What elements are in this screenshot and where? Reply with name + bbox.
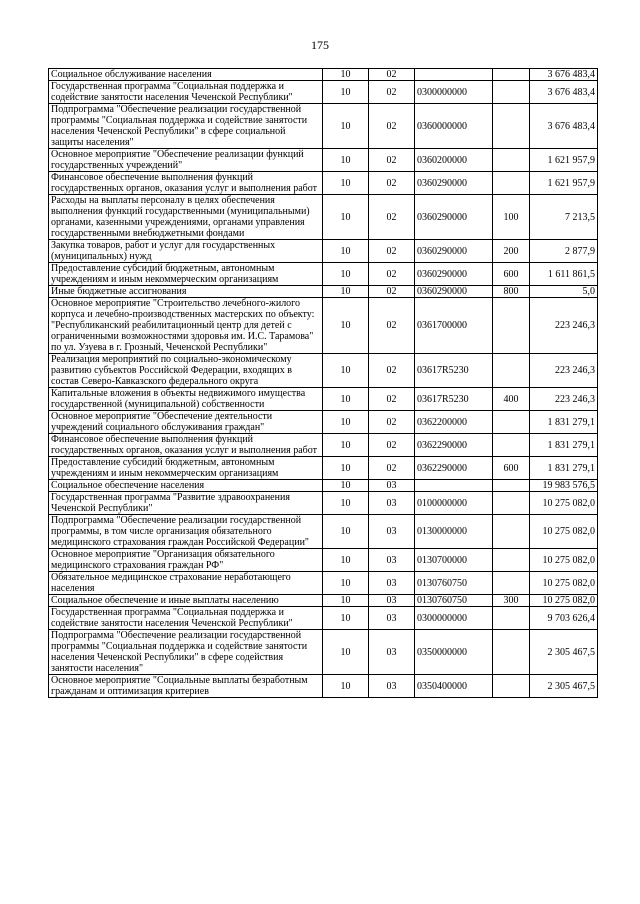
amount-cell: 2 877,9 <box>530 240 598 263</box>
subsection-code-cell: 02 <box>369 434 415 457</box>
item-name-cell: Обязательное медицинское страхование неработающего населения <box>49 572 323 595</box>
amount-cell: 1 831 279,1 <box>530 457 598 480</box>
expense-type-code-cell: 100 <box>493 195 530 240</box>
page-number: 175 <box>311 38 329 52</box>
table-row <box>49 69 598 81</box>
amount-cell: 1 621 957,9 <box>530 149 598 172</box>
expense-type-code-cell <box>493 607 530 630</box>
expense-type-code-cell <box>493 515 530 549</box>
item-name-cell: Расходы на выплаты персоналу в целях обеспечения выполнения функций государственными (муниципальными) органами, казенными учреждениями, органами управления государственными внебюджетными фондами <box>49 195 323 240</box>
target-article-code-cell: 0350400000 <box>415 675 493 698</box>
table-row <box>49 298 598 354</box>
table-row <box>49 286 598 298</box>
subsection-code-cell: 03 <box>369 515 415 549</box>
item-name-cell: Государственная программа "Социальная поддержка и содействие занятости населения Чеченской Республики" <box>49 81 323 104</box>
subsection-code-cell: 03 <box>369 630 415 675</box>
section-code-cell: 10 <box>323 480 369 492</box>
table-row <box>49 172 598 195</box>
subsection-code-cell: 02 <box>369 263 415 286</box>
item-name-cell: Государственная программа "Социальная поддержка и содействие занятости населения Чеченской Республики" <box>49 607 323 630</box>
subsection-code-cell: 02 <box>369 388 415 411</box>
target-article-code-cell: 0350000000 <box>415 630 493 675</box>
subsection-code-cell: 02 <box>369 354 415 388</box>
section-code-cell: 10 <box>323 69 369 81</box>
amount-cell: 1 831 279,1 <box>530 434 598 457</box>
item-name-cell: Основное мероприятие "Организация обязательного медицинского страхования граждан РФ" <box>49 549 323 572</box>
item-name-cell: Основное мероприятие "Обеспечение реализации функций государственных учреждений" <box>49 149 323 172</box>
table-row <box>49 572 598 595</box>
section-code-cell: 10 <box>323 286 369 298</box>
expense-type-code-cell: 300 <box>493 595 530 607</box>
item-name-cell: Основное мероприятие "Социальные выплаты безработным гражданам и оптимизация критериев <box>49 675 323 698</box>
item-name-cell: Реализация мероприятий по социально-экономическому развитию субъектов Российской Федерации, входящих в состав Северо-Кавказского федерального округа <box>49 354 323 388</box>
target-article-code-cell: 0361700000 <box>415 298 493 354</box>
target-article-code-cell: 0300000000 <box>415 607 493 630</box>
subsection-code-cell: 03 <box>369 480 415 492</box>
expense-type-code-cell: 600 <box>493 457 530 480</box>
budget-table <box>48 68 598 698</box>
subsection-code-cell: 02 <box>369 149 415 172</box>
item-name-cell: Социальное обслуживание населения <box>49 69 323 81</box>
subsection-code-cell: 02 <box>369 286 415 298</box>
table-row <box>49 240 598 263</box>
target-article-code-cell: 0360200000 <box>415 149 493 172</box>
budget-table-body <box>49 69 598 698</box>
item-name-cell: Капитальные вложения в объекты недвижимого имущества государственной (муниципальной) собственности <box>49 388 323 411</box>
expense-type-code-cell <box>493 411 530 434</box>
target-article-code-cell: 0100000000 <box>415 492 493 515</box>
target-article-code-cell: 03617R5230 <box>415 354 493 388</box>
amount-cell: 2 305 467,5 <box>530 630 598 675</box>
amount-cell: 223 246,3 <box>530 354 598 388</box>
subsection-code-cell: 03 <box>369 549 415 572</box>
expense-type-code-cell <box>493 630 530 675</box>
expense-type-code-cell <box>493 549 530 572</box>
table-row <box>49 492 598 515</box>
expense-type-code-cell: 400 <box>493 388 530 411</box>
amount-cell: 2 305 467,5 <box>530 675 598 698</box>
section-code-cell: 10 <box>323 104 369 149</box>
table-row <box>49 354 598 388</box>
amount-cell: 3 676 483,4 <box>530 104 598 149</box>
amount-cell: 10 275 082,0 <box>530 515 598 549</box>
table-row <box>49 515 598 549</box>
target-article-code-cell: 0130000000 <box>415 515 493 549</box>
expense-type-code-cell <box>493 298 530 354</box>
item-name-cell: Основное мероприятие "Обеспечение деятельности учреждений социального обслуживания граждан" <box>49 411 323 434</box>
amount-cell: 5,0 <box>530 286 598 298</box>
amount-cell: 223 246,3 <box>530 388 598 411</box>
section-code-cell: 10 <box>323 630 369 675</box>
subsection-code-cell: 02 <box>369 411 415 434</box>
section-code-cell: 10 <box>323 492 369 515</box>
section-code-cell: 10 <box>323 195 369 240</box>
amount-cell: 3 676 483,4 <box>530 69 598 81</box>
section-code-cell: 10 <box>323 81 369 104</box>
amount-cell: 223 246,3 <box>530 298 598 354</box>
target-article-code-cell: 0362200000 <box>415 411 493 434</box>
item-name-cell: Финансовое обеспечение выполнения функций государственных органов, оказания услуг и выполнения работ <box>49 172 323 195</box>
subsection-code-cell: 03 <box>369 675 415 698</box>
table-row <box>49 630 598 675</box>
expense-type-code-cell <box>493 81 530 104</box>
section-code-cell: 10 <box>323 675 369 698</box>
item-name-cell: Социальное обеспечение населения <box>49 480 323 492</box>
target-article-code-cell: 0360290000 <box>415 240 493 263</box>
expense-type-code-cell: 200 <box>493 240 530 263</box>
target-article-code-cell: 0300000000 <box>415 81 493 104</box>
section-code-cell: 10 <box>323 515 369 549</box>
table-row <box>49 549 598 572</box>
table-row <box>49 388 598 411</box>
table-row <box>49 149 598 172</box>
target-article-code-cell: 0130760750 <box>415 595 493 607</box>
item-name-cell: Социальное обеспечение и иные выплаты населению <box>49 595 323 607</box>
subsection-code-cell: 02 <box>369 104 415 149</box>
section-code-cell: 10 <box>323 298 369 354</box>
table-row <box>49 411 598 434</box>
target-article-code-cell: 0360290000 <box>415 172 493 195</box>
table-row <box>49 81 598 104</box>
item-name-cell: Подпрограмма "Обеспечение реализации государственной программы "Социальная поддержка и содействие занятости населения Чеченской Республики" в сфере социальной защиты населения" <box>49 104 323 149</box>
target-article-code-cell: 0362290000 <box>415 434 493 457</box>
subsection-code-cell: 02 <box>369 81 415 104</box>
target-article-code-cell <box>415 69 493 81</box>
table-row <box>49 480 598 492</box>
expense-type-code-cell: 800 <box>493 286 530 298</box>
section-code-cell: 10 <box>323 263 369 286</box>
amount-cell: 1 621 957,9 <box>530 172 598 195</box>
target-article-code-cell: 0130700000 <box>415 549 493 572</box>
section-code-cell: 10 <box>323 607 369 630</box>
expense-type-code-cell: 600 <box>493 263 530 286</box>
subsection-code-cell: 03 <box>369 607 415 630</box>
table-row <box>49 434 598 457</box>
expense-type-code-cell <box>493 172 530 195</box>
section-code-cell: 10 <box>323 172 369 195</box>
table-row <box>49 104 598 149</box>
item-name-cell: Основное мероприятие "Строительство лечебного-жилого корпуса и лечебно-производственных мастерских по объекту: "Республиканский реабилитационный центр для детей с ограниченными возможностями здоровья им. И.С. Тарамова" по ул. Узуева в г. Грозный, Чеченской Республики" <box>49 298 323 354</box>
item-name-cell: Государственная программа "Развитие здравоохранения Чеченской Республики" <box>49 492 323 515</box>
section-code-cell: 10 <box>323 149 369 172</box>
item-name-cell: Предоставление субсидий бюджетным, автономным учреждениям и иным некоммерческим организациям <box>49 263 323 286</box>
item-name-cell: Подпрограмма "Обеспечение реализации государственной программы, в том числе организация обязательного медицинского страхования граждан Российской Федерации" <box>49 515 323 549</box>
item-name-cell: Финансовое обеспечение выполнения функций государственных органов, оказания услуг и выполнения работ <box>49 434 323 457</box>
subsection-code-cell: 02 <box>369 195 415 240</box>
table-row <box>49 675 598 698</box>
section-code-cell: 10 <box>323 240 369 263</box>
amount-cell: 1 831 279,1 <box>530 411 598 434</box>
target-article-code-cell: 0360290000 <box>415 263 493 286</box>
target-article-code-cell: 0360000000 <box>415 104 493 149</box>
item-name-cell: Иные бюджетные ассигнования <box>49 286 323 298</box>
section-code-cell: 10 <box>323 434 369 457</box>
amount-cell: 9 703 626,4 <box>530 607 598 630</box>
expense-type-code-cell <box>493 492 530 515</box>
amount-cell: 7 213,5 <box>530 195 598 240</box>
expense-type-code-cell <box>493 69 530 81</box>
table-row <box>49 595 598 607</box>
section-code-cell: 10 <box>323 411 369 434</box>
target-article-code-cell: 03617R5230 <box>415 388 493 411</box>
table-row <box>49 457 598 480</box>
expense-type-code-cell <box>493 572 530 595</box>
amount-cell: 3 676 483,4 <box>530 81 598 104</box>
table-row <box>49 195 598 240</box>
item-name-cell: Закупка товаров, работ и услуг для государственных (муниципальных) нужд <box>49 240 323 263</box>
amount-cell: 1 611 861,5 <box>530 263 598 286</box>
expense-type-code-cell <box>493 149 530 172</box>
subsection-code-cell: 02 <box>369 172 415 195</box>
subsection-code-cell: 02 <box>369 240 415 263</box>
amount-cell: 19 983 576,5 <box>530 480 598 492</box>
subsection-code-cell: 02 <box>369 69 415 81</box>
section-code-cell: 10 <box>323 572 369 595</box>
target-article-code-cell: 0362290000 <box>415 457 493 480</box>
subsection-code-cell: 02 <box>369 298 415 354</box>
expense-type-code-cell <box>493 104 530 149</box>
section-code-cell: 10 <box>323 388 369 411</box>
table-row <box>49 263 598 286</box>
subsection-code-cell: 02 <box>369 457 415 480</box>
amount-cell: 10 275 082,0 <box>530 549 598 572</box>
amount-cell: 10 275 082,0 <box>530 572 598 595</box>
section-code-cell: 10 <box>323 549 369 572</box>
target-article-code-cell: 0360290000 <box>415 195 493 240</box>
section-code-cell: 10 <box>323 354 369 388</box>
target-article-code-cell: 0130760750 <box>415 572 493 595</box>
section-code-cell: 10 <box>323 595 369 607</box>
amount-cell: 10 275 082,0 <box>530 595 598 607</box>
item-name-cell: Предоставление субсидий бюджетным, автономным учреждениям и иным некоммерческим организациям <box>49 457 323 480</box>
target-article-code-cell <box>415 480 493 492</box>
expense-type-code-cell <box>493 354 530 388</box>
subsection-code-cell: 03 <box>369 595 415 607</box>
subsection-code-cell: 03 <box>369 492 415 515</box>
expense-type-code-cell <box>493 434 530 457</box>
table-row <box>49 607 598 630</box>
expense-type-code-cell <box>493 675 530 698</box>
section-code-cell: 10 <box>323 457 369 480</box>
expense-type-code-cell <box>493 480 530 492</box>
target-article-code-cell: 0360290000 <box>415 286 493 298</box>
item-name-cell: Подпрограмма "Обеспечение реализации государственной программы "Социальная поддержка и содействие занятости населения Чеченской Республики" в сфере содействия занятости населения" <box>49 630 323 675</box>
subsection-code-cell: 03 <box>369 572 415 595</box>
amount-cell: 10 275 082,0 <box>530 492 598 515</box>
